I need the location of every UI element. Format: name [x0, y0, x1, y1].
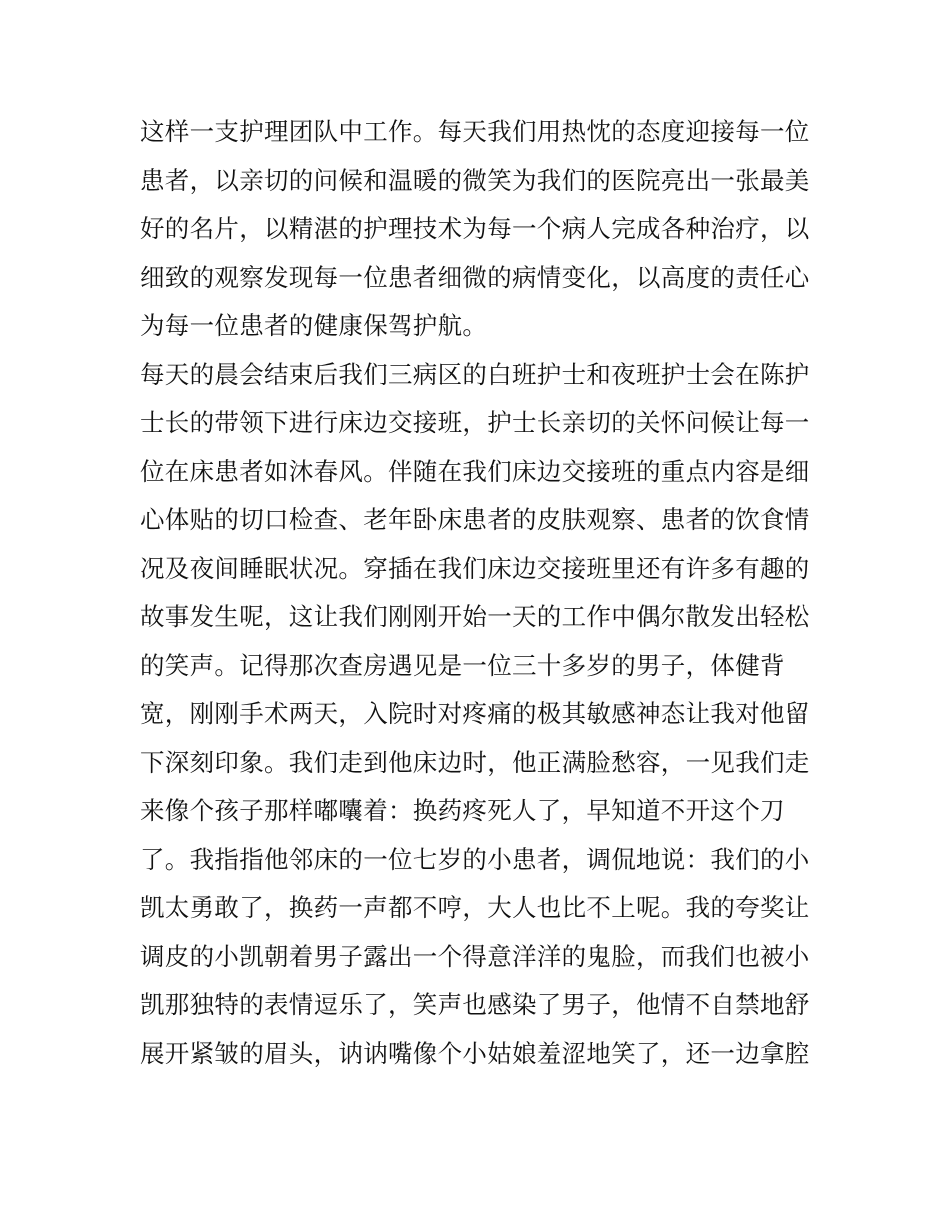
text-line: 患者，以亲切的问候和温暖的微笑为我们的医院亮出一张最美 [140, 165, 810, 195]
text-line: 位在床患者如沐春风。伴随在我们床边交接班的重点内容是细 [140, 456, 810, 486]
text-line: 好的名片，以精湛的护理技术为每一个病人完成各种治疗，以 [140, 214, 810, 243]
text-line: 这样一支护理团队中工作。每天我们用热忱的态度迎接每一位 [140, 117, 810, 146]
text-line: 展开紧皱的眉头，讷讷嘴像个小姑娘羞涩地笑了，还一边拿腔 [140, 1038, 810, 1068]
text-line: 了。我指指他邻床的一位七岁的小患者，调侃地说：我们的小 [140, 844, 810, 874]
text-line: 士长的带领下进行床边交接班，护士长亲切的关怀问候让每一 [140, 408, 810, 437]
text-line: 为每一位患者的健康保驾护航。 [140, 311, 488, 340]
text-line: 每天的晨会结束后我们三病区的白班护士和夜班护士会在陈护 [140, 359, 810, 389]
body-text [140, 108, 820, 1078]
text-line: 故事发生呢，这让我们刚刚开始一天的工作中偶尔散发出轻松 [140, 602, 810, 631]
text-line: 调皮的小凯朝着男子露出一个得意洋洋的鬼脸，而我们也被小 [140, 941, 810, 971]
text-line: 细致的观察发现每一位患者细微的病情变化，以高度的责任心 [140, 262, 810, 292]
text-line: 下深刻印象。我们走到他床边时，他正满脸愁容，一见我们走 [140, 747, 810, 777]
text-line: 来像个孩子那样嘟囔着：换药疼死人了，早知道不开这个刀 [140, 796, 785, 825]
text-line: 心体贴的切口检查、老年卧床患者的皮肤观察、患者的饮食情 [140, 505, 810, 534]
text-line: 况及夜间睡眠状况。穿插在我们床边交接班里还有许多有趣的 [140, 553, 810, 583]
text-line: 凯太勇敢了，换药一声都不哼，大人也比不上呢。我的夸奖让 [140, 893, 810, 922]
text-line: 凯那独特的表情逗乐了，笑声也感染了男子，他情不自禁地舒 [140, 990, 810, 1019]
text-line: 宽，刚刚手术两天，入院时对疼痛的极其敏感神态让我对他留 [140, 699, 810, 728]
text-line: 的笑声。记得那次查房遇见是一位三十多岁的男子，体健背 [140, 650, 785, 680]
